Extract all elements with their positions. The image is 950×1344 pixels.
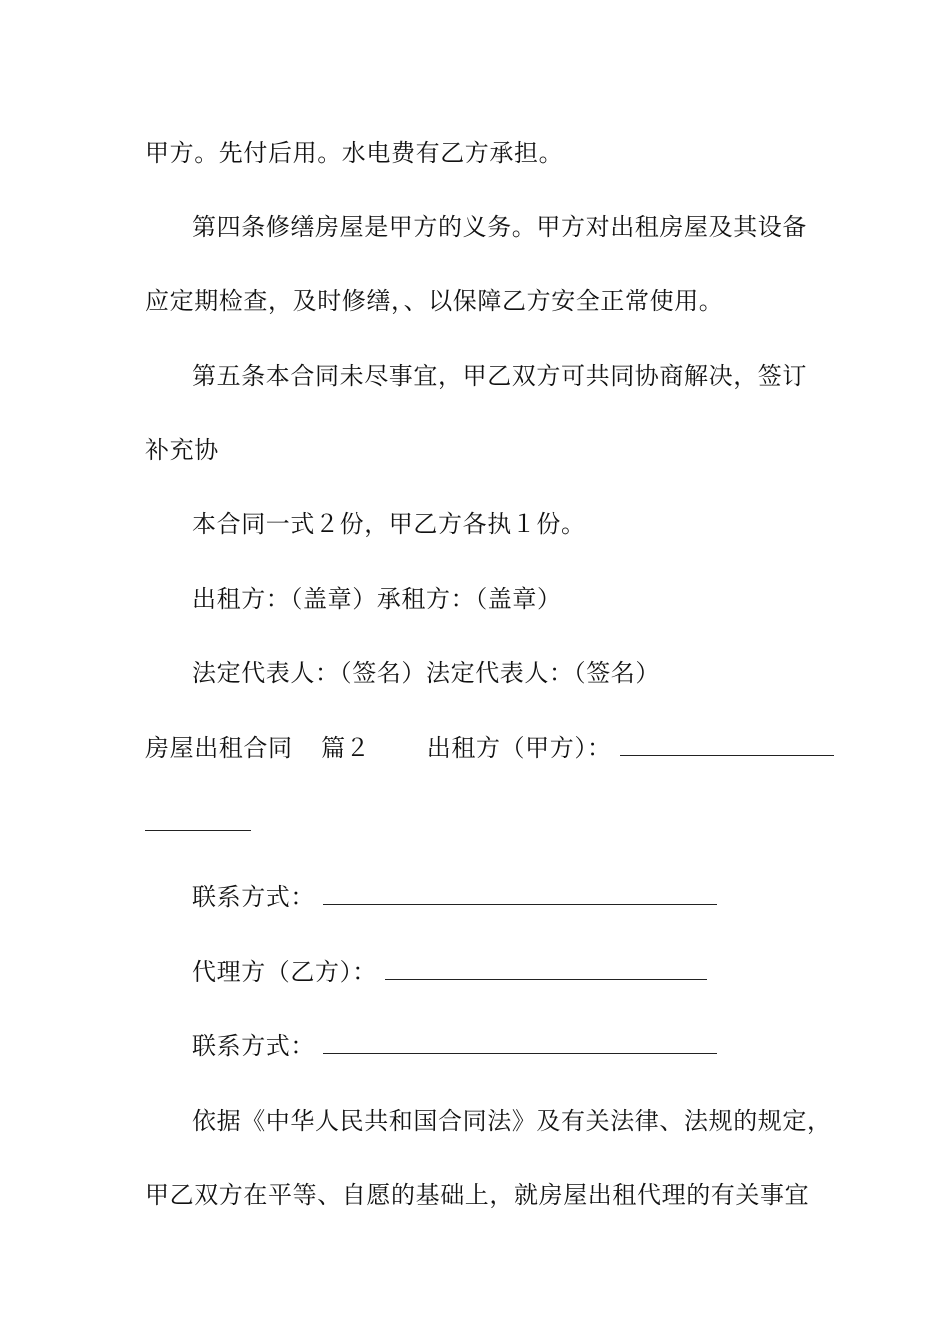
clause-five-line-1: 第五条本合同未尽事宜，甲乙双方可共同协商解决，签订	[192, 362, 807, 390]
basis-line-1: 依据《中华人民共和国合同法》及有关法律、法规的规定，	[192, 1107, 832, 1135]
copies-line: 本合同一式２份，甲乙方各执１份。	[192, 510, 586, 538]
agent-blank[interactable]	[385, 957, 707, 980]
lessor-blank-continuation	[145, 808, 251, 838]
clause-four-line-1: 第四条修缮房屋是甲方的义务。甲方对出租房屋及其设备	[192, 213, 807, 241]
contract-title: 房屋出租合同	[145, 734, 293, 762]
agent-contact-line	[192, 1031, 717, 1061]
seal-line: 出租方：（盖章）承租方：（盖章）	[192, 585, 562, 613]
agent-contact-blank[interactable]	[323, 1031, 717, 1054]
lessor-blank-cont[interactable]	[145, 808, 251, 831]
lessor-contact-line	[192, 882, 717, 912]
signature-line: 法定代表人：（签名）法定代表人：（签名）	[192, 659, 660, 687]
paragraph-line: 甲方。先付后用。水电费有乙方承担。	[145, 139, 564, 167]
basis-line-2: 甲乙双方在平等、自愿的基础上，就房屋出租代理的有关事宜	[145, 1181, 810, 1209]
agent-line	[192, 957, 707, 987]
contact-label: 联系方式：	[192, 883, 315, 911]
lessor-label: 出租方（甲方）：	[426, 734, 612, 762]
agent-label: 代理方（乙方）：	[192, 958, 377, 986]
clause-five-line-2: 补充协	[145, 436, 219, 464]
lessor-contact-blank[interactable]	[323, 882, 717, 905]
section-header-line	[145, 733, 834, 763]
contact-label: 联系方式：	[192, 1032, 315, 1060]
lessor-blank[interactable]	[620, 733, 834, 756]
clause-four-line-2: 应定期检查，及时修缮，、以保障乙方安全正常使用。	[145, 287, 724, 315]
part-label: 篇２	[321, 734, 371, 762]
